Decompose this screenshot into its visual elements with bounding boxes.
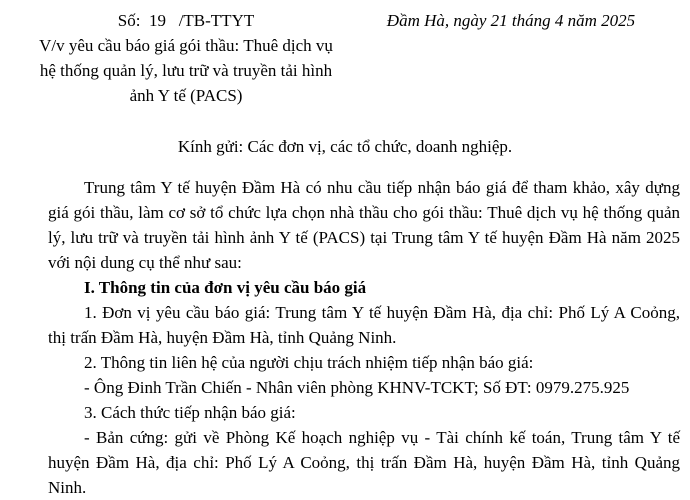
document-subject: V/v yêu cầu báo giá gói thầu: Thuê dịch vụ hệ thống quản lý, lưu trữ và truyền tải hình ảnh Y tế (PACS): [39, 36, 333, 105]
section-heading: I. Thông tin của đơn vị yêu cầu báo giá: [84, 278, 367, 297]
section-item: 2. Thông tin liên hệ của người chịu trách nhiệm tiếp nhận báo giá:: [84, 353, 534, 372]
greeting: Kính gửi: Các đơn vị, các tổ chức, doanh nghiệp.: [177, 137, 513, 156]
header-left: [36, 8, 336, 108]
intro-paragraph: Trung tâm Y tế huyện Đầm Hà có nhu cầu tiếp nhận báo giá để tham khảo, xây dựng giá gói thầu, làm cơ sở tổ chức lựa chọn nhà thầu cho gói thầu: Thuê dịch vụ hệ thống quản lý, lưu trữ và truyền tải hình ảnh Y tế (PACS) tại Trung tâm Y tế huyện Đầm Hà năm 2025 với nội dung cụ thể như sau:: [48, 178, 680, 272]
document-body: [48, 175, 680, 500]
section-item: 1. Đơn vị yêu cầu báo giá: Trung tâm Y tế huyện Đầm Hà, địa chỉ: Phố Lý A Coỏng, thị trấn Đầm Hà, huyện Đầm Hà, tỉnh Quảng Ninh.: [48, 303, 680, 347]
section-item: - Bản cứng: gửi về Phòng Kế hoạch nghiệp vụ - Tài chính kế toán, Trung tâm Y tế huyện Đầm Hà, địa chỉ: Phố Lý A Coỏng, thị trấn Đầm Hà, huyện Đầm Hà, tỉnh Quảng Ninh.: [48, 428, 680, 497]
document-number: Số: 19 /TB-TTYT: [117, 11, 255, 30]
section-item: - Ông Đinh Trần Chiến - Nhân viên phòng KHNV-TCKT; Số ĐT: 0979.275.925: [84, 378, 630, 397]
place-date: Đầm Hà, ngày 21 tháng 4 năm 2025: [386, 11, 636, 30]
section-item: 3. Cách thức tiếp nhận báo giá:: [84, 403, 296, 422]
